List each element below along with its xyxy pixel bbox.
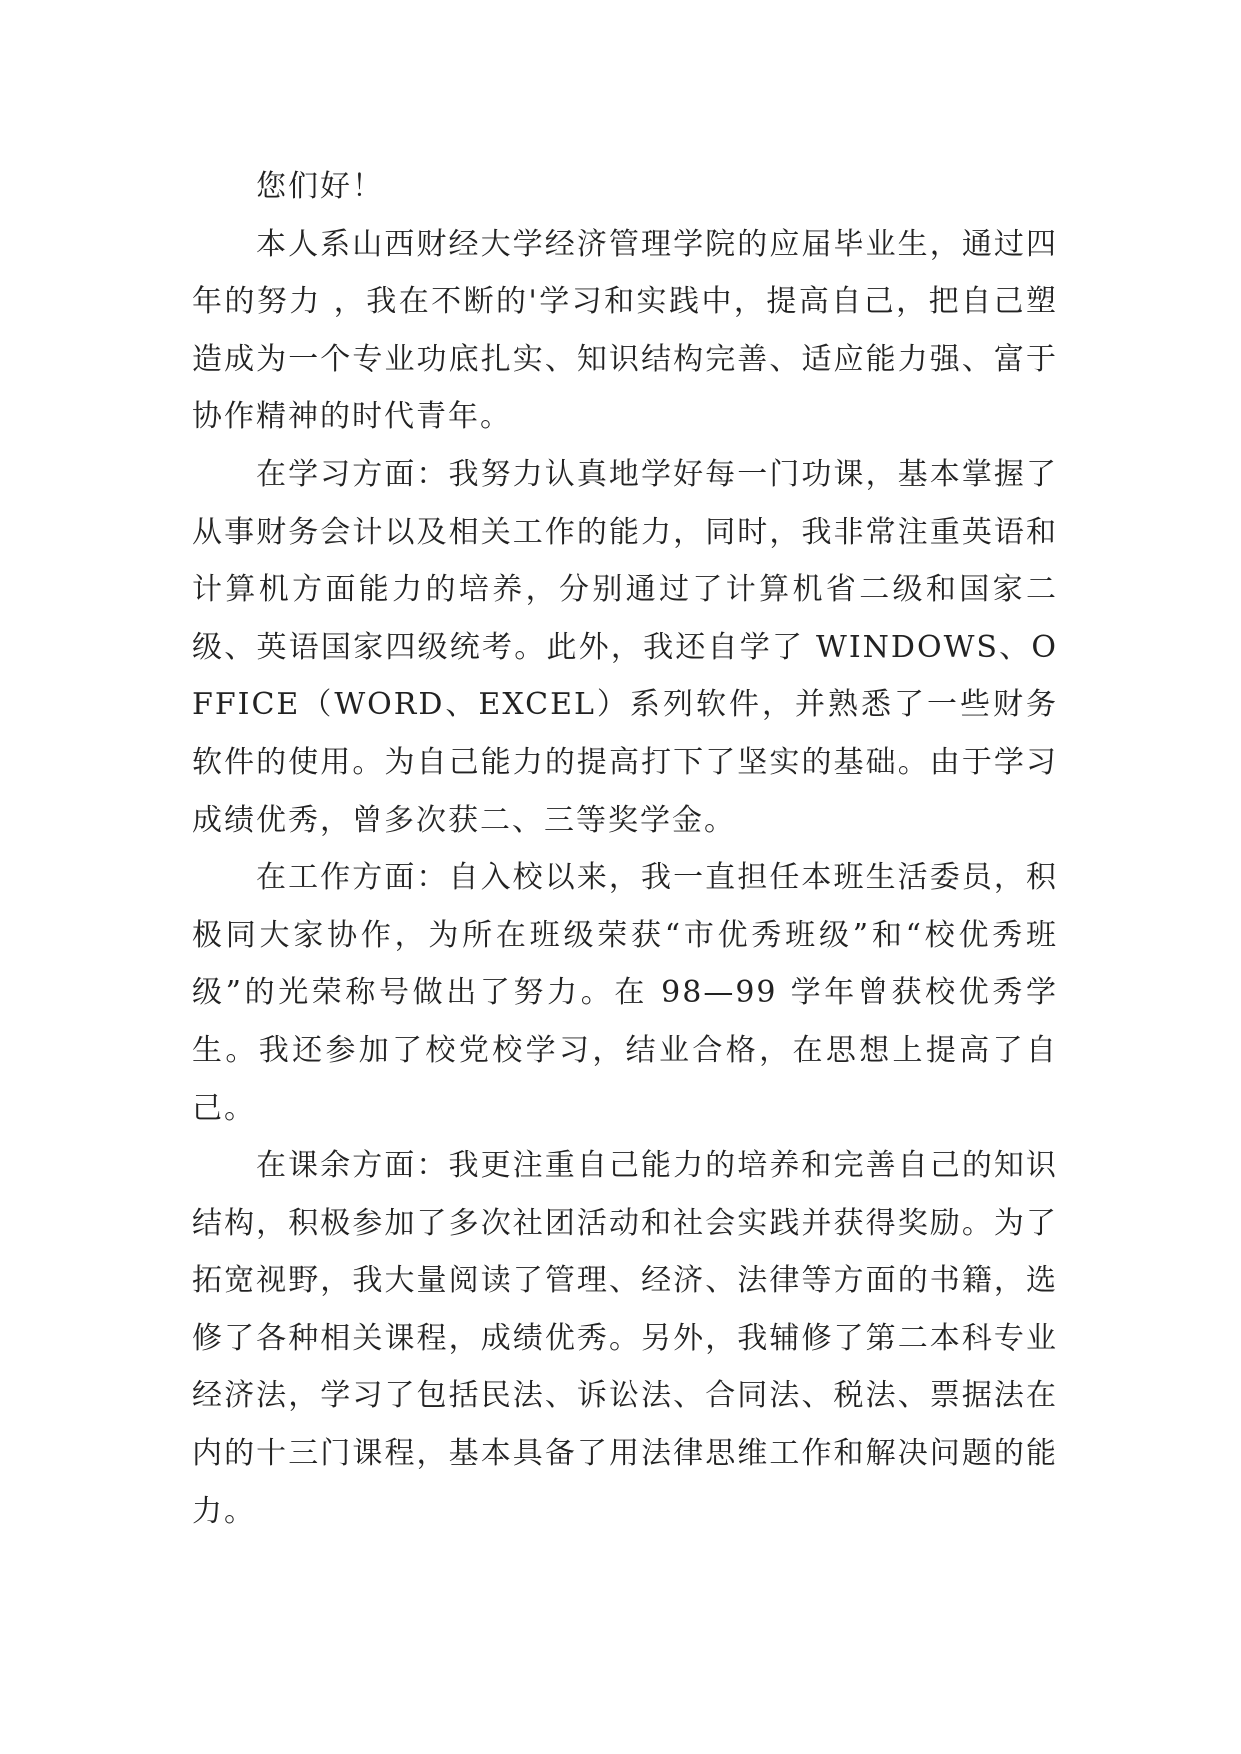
work-paragraph: 在工作方面：自入校以来，我一直担任本班生活委员，积极同大家协作，为所在班级荣获“市优秀班级”和“校优秀班级”的光荣称号做出了努力。在 98—99 学年曾获校优秀学生。我还参加了校党校学习，结业合格，在思想上提高了自己。 [192,860,1058,1126]
greeting-paragraph: 您们好！ [256,169,384,204]
extracurricular-paragraph: 在课余方面：我更注重自己能力的培养和完善自己的知识结构，积极参加了多次社团活动和社会实践并获得奖励。为了拓宽视野，我大量阅读了管理、经济、法律等方面的书籍，选修了各种相关课程，成绩优秀。另外，我辅修了第二本科专业经济法，学习了包括民法、诉讼法、合同法、税法、票据法在内的十三门课程，基本具备了用法律思维工作和解决问题的能力。 [192,1148,1058,1529]
intro-paragraph: 本人系山西财经大学经济管理学院的应届毕业生，通过四年的努力 ，我在不断的'学习和实践中，提高自己，把自己塑造成为一个专业功底扎实、知识结构完善、适应能力强、富于协作精神的时代青年。 [192,226,1058,435]
study-paragraph: 在学习方面：我努力认真地学好每一门功课，基本掌握了从事财务会计以及相关工作的能力，同时，我非常注重英语和计算机方面能力的培养，分别通过了计算机省二级和国家二级、英语国家四级统考。此外，我还自学了 WINDOWS、OFFICE（WORD、EXCEL）系列软件，并熟悉了一些财务软件的使用。为自己能力的提高打下了坚实的基础。由于学习成绩优秀，曾多次获二、三等奖学金。 [192,456,1058,838]
letter-body [192,158,1058,1540]
